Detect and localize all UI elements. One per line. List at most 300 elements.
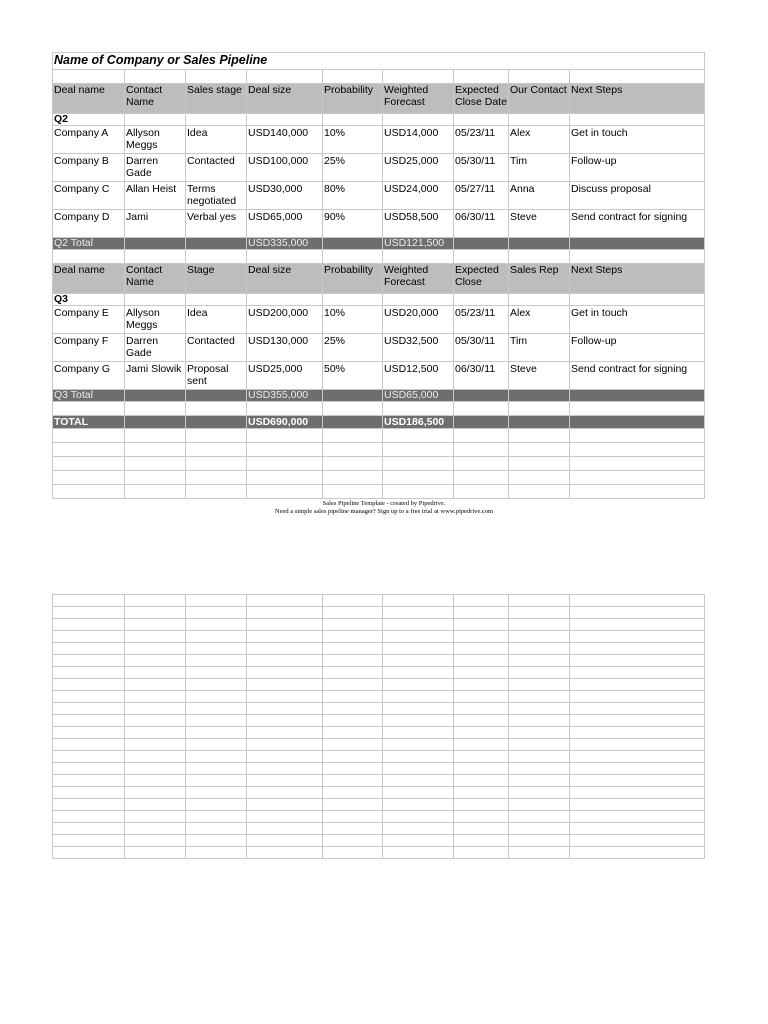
cell[interactable] [247,443,323,457]
cell[interactable]: Contacted [186,334,247,362]
cell[interactable] [53,607,125,619]
cell[interactable]: Next Steps [570,264,705,294]
cell[interactable] [186,823,247,835]
cell[interactable] [509,443,570,457]
cell[interactable]: Tim [509,154,570,182]
cell[interactable] [186,643,247,655]
cell[interactable]: USD200,000 [247,306,323,334]
cell[interactable] [454,390,509,402]
cell[interactable] [570,679,705,691]
cell[interactable] [53,443,125,457]
cell[interactable] [383,643,454,655]
cell[interactable] [454,631,509,643]
cell[interactable]: Darren Gade [125,334,186,362]
cell[interactable] [247,114,323,126]
cell[interactable] [323,238,383,250]
cell[interactable] [383,739,454,751]
cell[interactable]: Company A [53,126,125,154]
cell[interactable]: USD140,000 [247,126,323,154]
cell[interactable] [570,443,705,457]
cell[interactable] [186,691,247,703]
cell[interactable] [323,390,383,402]
cell[interactable]: Allyson Meggs [125,126,186,154]
cell[interactable] [383,679,454,691]
cell[interactable]: Company F [53,334,125,362]
cell[interactable]: USD12,500 [383,362,454,390]
cell[interactable]: Contact Name [125,84,186,114]
cell[interactable]: Send contract for signing [570,362,705,390]
cell[interactable] [383,799,454,811]
cell[interactable] [570,631,705,643]
cell[interactable]: Anna [509,182,570,210]
cell[interactable] [454,595,509,607]
cell[interactable] [509,715,570,727]
cell[interactable] [53,835,125,847]
cell[interactable] [186,238,247,250]
cell[interactable] [509,250,570,264]
cell[interactable] [509,847,570,859]
cell[interactable] [509,631,570,643]
cell[interactable] [247,823,323,835]
cell[interactable] [53,703,125,715]
cell[interactable] [125,667,186,679]
cell[interactable] [125,238,186,250]
cell[interactable]: TOTAL [53,416,125,429]
cell[interactable]: 05/23/11 [454,306,509,334]
cell[interactable] [186,250,247,264]
cell[interactable]: Deal name [53,84,125,114]
cell[interactable] [509,294,570,306]
cell[interactable] [323,691,383,703]
cell[interactable] [53,250,125,264]
cell[interactable]: Idea [186,126,247,154]
cell[interactable]: 25% [323,334,383,362]
cell[interactable] [53,763,125,775]
cell[interactable]: Alex [509,306,570,334]
cell[interactable]: USD65,000 [247,210,323,238]
cell[interactable] [53,823,125,835]
cell[interactable] [125,775,186,787]
cell[interactable]: Probability [323,84,383,114]
cell[interactable] [186,763,247,775]
cell[interactable] [509,775,570,787]
cell[interactable] [323,739,383,751]
cell[interactable] [247,703,323,715]
cell[interactable] [509,485,570,499]
cell[interactable] [570,691,705,703]
cell[interactable] [323,787,383,799]
cell[interactable]: 80% [323,182,383,210]
cell[interactable] [247,471,323,485]
cell[interactable] [247,775,323,787]
cell[interactable]: Steve [509,362,570,390]
cell[interactable] [383,114,454,126]
cell[interactable]: Probability [323,264,383,294]
cell[interactable]: Get in touch [570,306,705,334]
cell[interactable] [454,70,509,84]
cell[interactable]: Company B [53,154,125,182]
cell[interactable]: Jami Slowik [125,362,186,390]
cell[interactable] [570,607,705,619]
cell[interactable] [125,70,186,84]
cell[interactable] [570,457,705,471]
cell[interactable] [125,250,186,264]
cell[interactable] [570,847,705,859]
cell[interactable] [383,703,454,715]
cell[interactable]: Follow-up [570,334,705,362]
cell[interactable] [323,811,383,823]
cell[interactable]: Send contract for signing [570,210,705,238]
cell[interactable]: Get in touch [570,126,705,154]
cell[interactable] [323,715,383,727]
cell[interactable] [509,787,570,799]
cell[interactable] [186,595,247,607]
cell[interactable] [509,835,570,847]
cell[interactable] [454,751,509,763]
cell[interactable] [125,471,186,485]
cell[interactable] [454,114,509,126]
cell[interactable] [53,775,125,787]
cell[interactable] [125,715,186,727]
cell[interactable] [454,238,509,250]
cell[interactable] [125,751,186,763]
cell[interactable]: 90% [323,210,383,238]
cell[interactable]: Allan Heist [125,182,186,210]
cell[interactable] [53,402,125,416]
cell[interactable] [323,655,383,667]
cell[interactable] [186,667,247,679]
cell[interactable] [570,643,705,655]
cell[interactable] [509,655,570,667]
cell[interactable] [383,595,454,607]
cell[interactable] [570,667,705,679]
cell[interactable] [125,847,186,859]
cell[interactable] [570,595,705,607]
cell[interactable] [509,691,570,703]
cell[interactable] [323,775,383,787]
cell[interactable]: USD335,000 [247,238,323,250]
cell[interactable] [454,607,509,619]
cell[interactable] [454,471,509,485]
cell[interactable] [247,595,323,607]
cell[interactable] [383,823,454,835]
cell[interactable] [125,655,186,667]
cell[interactable] [247,787,323,799]
cell[interactable] [53,799,125,811]
cell[interactable] [454,847,509,859]
cell[interactable] [186,607,247,619]
cell[interactable] [570,727,705,739]
cell[interactable] [323,402,383,416]
cell[interactable]: Company C [53,182,125,210]
cell[interactable] [570,715,705,727]
cell[interactable] [383,471,454,485]
cell[interactable] [186,679,247,691]
cell[interactable]: Terms negotiated [186,182,247,210]
cell[interactable] [125,294,186,306]
cell[interactable]: Stage [186,264,247,294]
cell[interactable] [570,250,705,264]
cell[interactable] [247,811,323,823]
cell[interactable] [454,457,509,471]
cell[interactable] [323,443,383,457]
cell[interactable] [53,691,125,703]
cell[interactable] [125,643,186,655]
cell[interactable] [323,250,383,264]
cell[interactable] [383,751,454,763]
cell[interactable] [383,631,454,643]
cell[interactable] [125,402,186,416]
cell[interactable] [509,70,570,84]
cell[interactable] [186,775,247,787]
cell[interactable]: Deal name [53,264,125,294]
cell[interactable] [509,763,570,775]
cell[interactable] [125,823,186,835]
cell[interactable] [323,631,383,643]
cell[interactable]: USD186,500 [383,416,454,429]
cell[interactable] [247,70,323,84]
cell[interactable] [53,679,125,691]
cell[interactable] [383,811,454,823]
cell[interactable] [323,835,383,847]
cell[interactable] [454,823,509,835]
cell[interactable] [454,715,509,727]
cell[interactable] [570,787,705,799]
cell[interactable] [509,402,570,416]
cell[interactable] [186,294,247,306]
cell[interactable]: 10% [323,306,383,334]
cell[interactable] [247,457,323,471]
cell[interactable] [247,763,323,775]
cell[interactable] [323,727,383,739]
cell[interactable] [570,739,705,751]
cell[interactable] [323,70,383,84]
cell[interactable] [509,751,570,763]
cell[interactable] [570,619,705,631]
cell[interactable] [570,775,705,787]
cell[interactable]: Darren Gade [125,154,186,182]
cell[interactable] [570,390,705,402]
cell[interactable]: Deal size [247,264,323,294]
cell[interactable] [570,799,705,811]
cell[interactable] [570,70,705,84]
cell[interactable] [247,607,323,619]
cell[interactable]: Q2 Total [53,238,125,250]
cell[interactable] [186,471,247,485]
cell[interactable]: 05/23/11 [454,126,509,154]
cell[interactable] [53,619,125,631]
cell[interactable]: Weighted Forecast [383,264,454,294]
cell[interactable] [125,799,186,811]
cell[interactable] [454,250,509,264]
cell[interactable] [53,595,125,607]
cell[interactable]: Follow-up [570,154,705,182]
cell[interactable] [509,619,570,631]
cell[interactable] [323,823,383,835]
cell[interactable] [186,402,247,416]
cell[interactable] [323,595,383,607]
cell[interactable] [186,739,247,751]
cell[interactable] [383,763,454,775]
cell[interactable] [125,429,186,443]
cell[interactable]: Weighted Forecast [383,84,454,114]
cell[interactable] [383,715,454,727]
cell[interactable] [570,294,705,306]
cell[interactable] [53,631,125,643]
cell[interactable] [247,429,323,443]
cell[interactable] [186,429,247,443]
cell[interactable]: Company E [53,306,125,334]
cell[interactable] [125,619,186,631]
cell[interactable]: Sales Rep [509,264,570,294]
cell[interactable] [454,787,509,799]
cell[interactable] [383,443,454,457]
cell[interactable] [383,70,454,84]
cell[interactable] [383,607,454,619]
cell[interactable]: Allyson Meggs [125,306,186,334]
cell[interactable]: USD32,500 [383,334,454,362]
cell[interactable] [454,485,509,499]
cell[interactable]: Jami [125,210,186,238]
sheet-title-cell[interactable]: Name of Company or Sales Pipeline [53,53,705,70]
cell[interactable] [53,715,125,727]
cell[interactable] [125,835,186,847]
cell[interactable] [323,294,383,306]
cell[interactable] [323,703,383,715]
cell[interactable] [247,619,323,631]
cell[interactable]: Next Steps [570,84,705,114]
cell[interactable] [509,667,570,679]
cell[interactable] [383,619,454,631]
cell[interactable]: USD65,000 [383,390,454,402]
cell[interactable] [454,643,509,655]
cell[interactable]: USD25,000 [247,362,323,390]
cell[interactable] [570,655,705,667]
cell[interactable] [53,847,125,859]
cell[interactable] [454,835,509,847]
cell[interactable]: USD20,000 [383,306,454,334]
quarter-label[interactable]: Q3 [53,294,125,306]
cell[interactable] [323,847,383,859]
cell[interactable] [186,70,247,84]
cell[interactable] [383,485,454,499]
cell[interactable] [570,238,705,250]
cell[interactable] [323,114,383,126]
cell[interactable] [53,485,125,499]
cell[interactable] [509,799,570,811]
cell[interactable] [454,429,509,443]
cell[interactable]: Verbal yes [186,210,247,238]
cell[interactable] [570,429,705,443]
cell[interactable] [186,619,247,631]
cell[interactable] [454,763,509,775]
cell[interactable] [383,457,454,471]
cell[interactable]: USD24,000 [383,182,454,210]
cell[interactable] [247,751,323,763]
cell[interactable] [247,739,323,751]
cell[interactable] [53,727,125,739]
cell[interactable] [53,70,125,84]
cell[interactable] [125,691,186,703]
cell[interactable] [323,485,383,499]
cell[interactable]: Sales stage [186,84,247,114]
cell[interactable] [383,294,454,306]
cell[interactable]: Company G [53,362,125,390]
cell[interactable] [125,739,186,751]
cell[interactable]: USD100,000 [247,154,323,182]
cell[interactable] [454,703,509,715]
cell[interactable] [454,443,509,457]
cell[interactable]: Q3 Total [53,390,125,402]
cell[interactable]: Discuss proposal [570,182,705,210]
cell[interactable]: Idea [186,306,247,334]
cell[interactable] [186,416,247,429]
cell[interactable] [454,294,509,306]
cell[interactable] [247,294,323,306]
cell[interactable] [383,847,454,859]
cell[interactable] [509,679,570,691]
cell[interactable] [247,715,323,727]
cell[interactable] [186,114,247,126]
cell[interactable] [186,390,247,402]
quarter-label[interactable]: Q2 [53,114,125,126]
cell[interactable]: Company D [53,210,125,238]
cell[interactable] [186,443,247,457]
cell[interactable] [125,485,186,499]
cell[interactable] [323,763,383,775]
cell[interactable]: 05/30/11 [454,334,509,362]
cell[interactable] [53,751,125,763]
cell[interactable] [383,835,454,847]
cell[interactable] [509,811,570,823]
cell[interactable] [454,655,509,667]
cell[interactable] [186,631,247,643]
cell[interactable] [186,799,247,811]
cell[interactable] [125,457,186,471]
cell[interactable] [125,703,186,715]
cell[interactable] [53,787,125,799]
cell[interactable] [509,471,570,485]
cell[interactable] [509,429,570,443]
cell[interactable]: 05/27/11 [454,182,509,210]
cell[interactable] [247,667,323,679]
cell[interactable]: Alex [509,126,570,154]
cell[interactable] [125,114,186,126]
cell[interactable]: Our Contact [509,84,570,114]
cell[interactable] [383,250,454,264]
cell[interactable]: 06/30/11 [454,362,509,390]
cell[interactable] [247,631,323,643]
cell[interactable] [125,416,186,429]
cell[interactable] [186,655,247,667]
cell[interactable] [509,643,570,655]
cell[interactable]: Contacted [186,154,247,182]
cell[interactable]: Contact Name [125,264,186,294]
cell[interactable] [323,619,383,631]
cell[interactable] [125,607,186,619]
cell[interactable] [247,643,323,655]
cell[interactable] [186,835,247,847]
cell[interactable] [53,429,125,443]
cell[interactable] [323,429,383,443]
cell[interactable]: Deal size [247,84,323,114]
cell[interactable] [383,402,454,416]
cell[interactable] [186,715,247,727]
cell[interactable] [125,763,186,775]
cell[interactable] [247,402,323,416]
cell[interactable] [53,457,125,471]
cell[interactable] [247,485,323,499]
